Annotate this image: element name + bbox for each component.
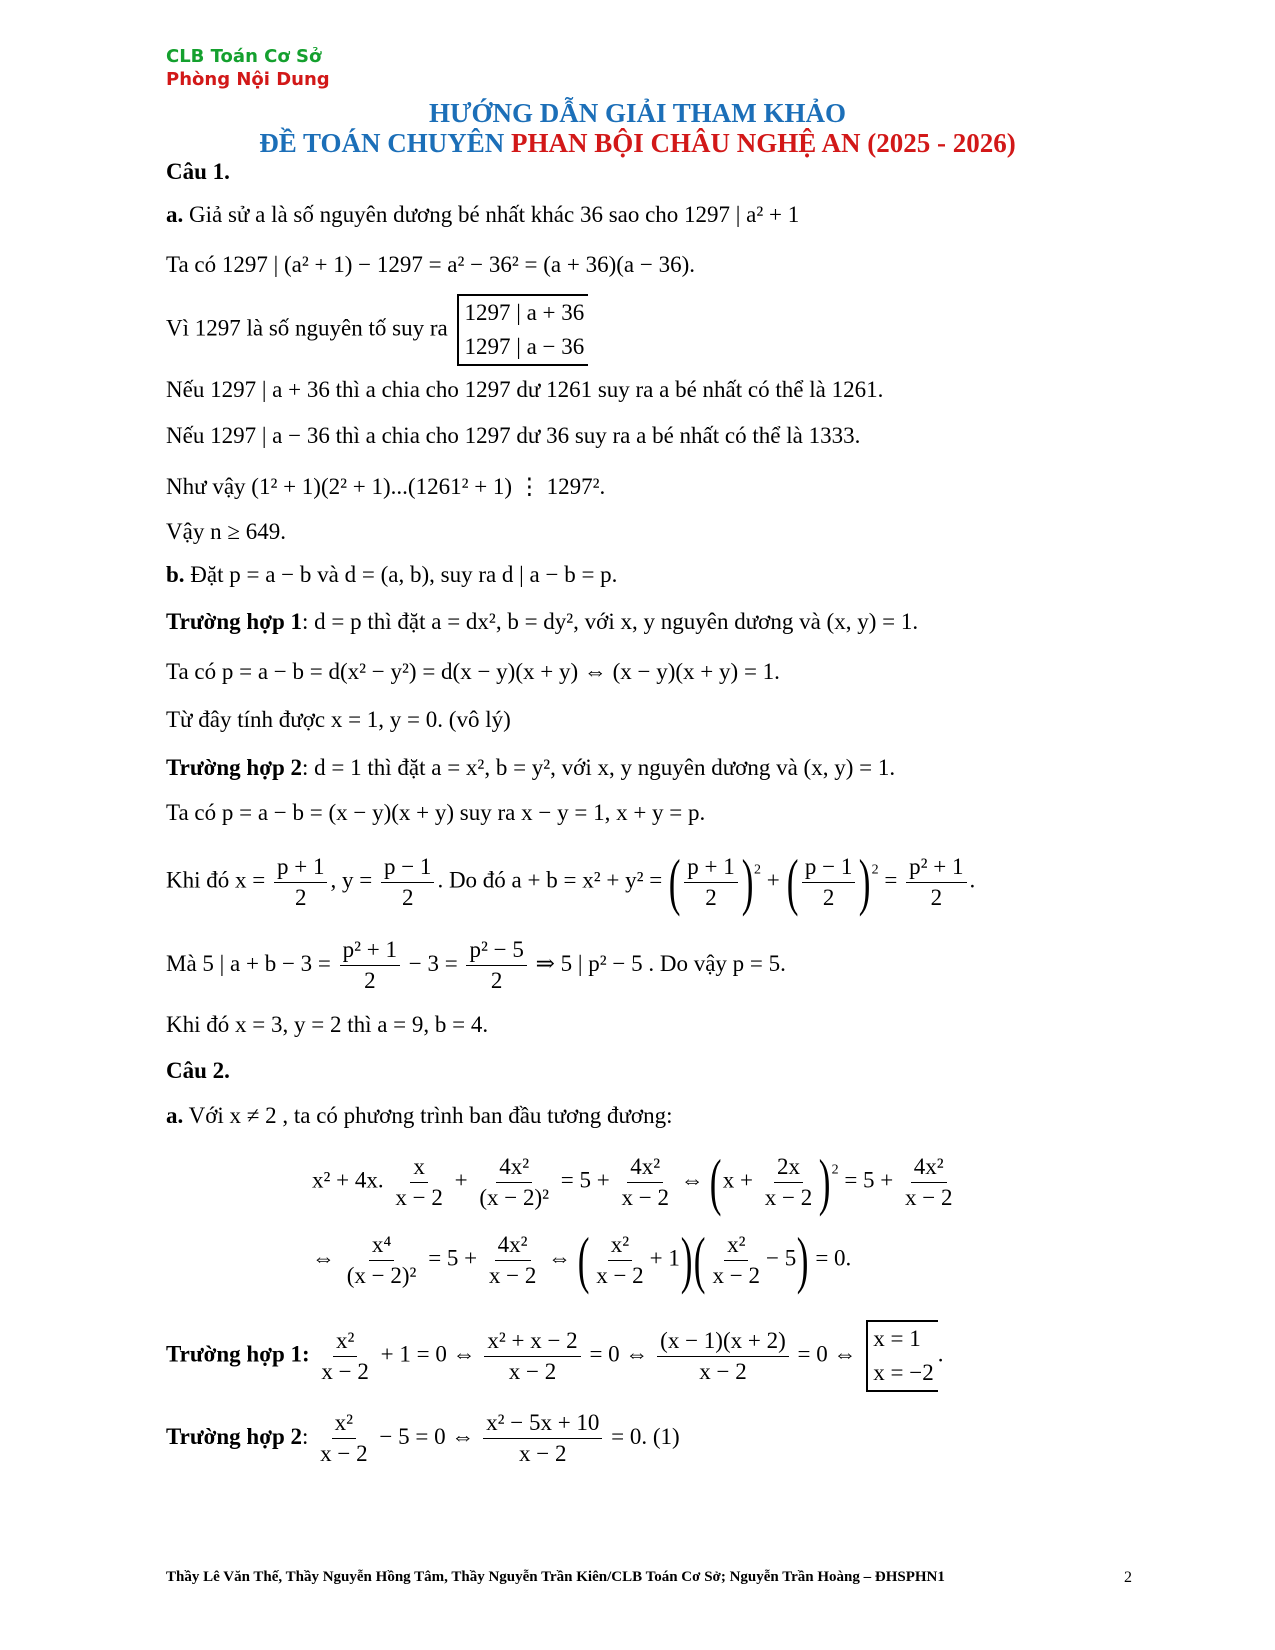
- case2-text-a: − 5 = 0 ⇔: [379, 1423, 475, 1449]
- numerator: p + 1: [684, 852, 737, 883]
- q1-case1-l2: Ta có p = a − b = d(x² − y²) = d(x − y)(x + y) ⇔ (x − y)(x + y) = 1.: [166, 659, 780, 684]
- title-line-2a: ĐỀ TOÁN CHUYÊN: [259, 128, 512, 158]
- numerator: p² + 1: [906, 852, 966, 883]
- denominator: 2: [401, 884, 414, 910]
- fraction: [340, 935, 400, 996]
- left-paren: (: [668, 846, 681, 917]
- denominator: 2: [822, 884, 835, 910]
- q1-l2-case2: 1297 | a − 36: [464, 334, 585, 359]
- case1-text-b: = 0 ⇔: [589, 1341, 649, 1367]
- denominator: x − 2: [905, 1184, 953, 1210]
- fraction: [381, 852, 434, 913]
- eq1-inner: x +: [722, 1167, 754, 1193]
- denominator: x − 2: [320, 1441, 368, 1466]
- page-number: 2: [1124, 1569, 1132, 1586]
- q1-b-text: Đặt p = a − b và d = (a, b), suy ra d | a − b = p.: [190, 562, 618, 587]
- q2-a-label: a.: [166, 1103, 184, 1128]
- denominator: (x − 2)²: [346, 1262, 417, 1288]
- numerator: p − 1: [381, 852, 434, 883]
- numerator: x² − 5x + 10: [483, 1408, 602, 1439]
- exponent: 2: [871, 862, 879, 878]
- q1-case1-text: : d = p thì đặt a = dx², b = dy², với x, y nguyên dương và (x, y) = 1.: [302, 609, 919, 634]
- plus: +: [454, 1167, 468, 1193]
- eq1-equals-2: = 5 +: [844, 1167, 894, 1193]
- numerator: 4x²: [911, 1152, 947, 1183]
- ma-text-c: ⇒ 5 | p² − 5 . Do vậy p = 5.: [535, 950, 786, 976]
- left-paren: (: [710, 1146, 722, 1217]
- case1-bracket: [866, 1320, 937, 1392]
- numerator: x² + x − 2: [484, 1326, 580, 1357]
- title-line-2b: PHAN BỘI CHÂU NGHỆ AN (2025 - 2026): [511, 128, 1016, 158]
- iff: ⇔: [680, 1167, 704, 1193]
- iff: ⇔: [312, 1245, 335, 1271]
- q1-ma: [166, 935, 786, 996]
- numerator: p² − 5: [466, 935, 526, 966]
- q1-l1: Ta có 1297 | (a² + 1) − 1297 = a² − 36² = (a + 36)(a − 36).: [166, 252, 695, 277]
- q2-eq-2: [312, 1224, 852, 1295]
- club-name: CLB Toán Cơ Sở: [166, 46, 322, 67]
- q1-b: [166, 560, 617, 590]
- q1-case2-l2: Ta có p = a − b = (x − y)(x + y) suy ra x − y = 1, x + y = p.: [166, 800, 706, 825]
- fraction: [902, 1152, 955, 1213]
- kd-text-b: , y =: [330, 867, 373, 893]
- q1-l2: [166, 294, 588, 366]
- q1-case2-label: Trường hợp 2: [166, 755, 302, 780]
- eq2-equals: = 5 +: [428, 1245, 478, 1271]
- fraction: [593, 1230, 646, 1291]
- denominator: x − 2: [395, 1184, 443, 1210]
- fraction: [476, 1152, 552, 1213]
- numerator: p − 1: [802, 852, 855, 883]
- denominator: x − 2: [621, 1184, 669, 1210]
- case2-text-b: = 0. (1): [611, 1423, 680, 1449]
- q1-case1-label: Trường hợp 1: [166, 609, 302, 634]
- right-paren: ): [797, 1224, 809, 1295]
- fraction: [483, 1408, 602, 1469]
- fraction: [618, 1152, 671, 1213]
- numerator: 2x: [774, 1152, 803, 1183]
- q1-case1: [166, 607, 918, 637]
- iff: ⇔: [548, 1245, 572, 1271]
- denominator: x − 2: [596, 1262, 644, 1288]
- q2-case1-label: Trường hợp 1:: [166, 1341, 310, 1367]
- exponent: 2: [754, 862, 762, 878]
- fraction: [710, 1230, 763, 1291]
- q1-l2-case1: 1297 | a + 36: [464, 300, 585, 325]
- q1-l5: Như vậy (1² + 1)(2² + 1)...(1261² + 1) ⋮ 1297².: [166, 474, 606, 499]
- case1-text-a: + 1 = 0 ⇔: [380, 1341, 476, 1367]
- fraction: [486, 1230, 539, 1291]
- q1-a-label: a.: [166, 202, 184, 227]
- q2-a: [166, 1101, 672, 1131]
- left-paren: (: [577, 1224, 590, 1295]
- case1-root-2: x = −2: [873, 1360, 934, 1385]
- footer-authors: Thầy Lê Văn Thế, Thầy Nguyễn Hồng Tâm, Thầy Nguyễn Trần Kiên/CLB Toán Cơ Sở; Nguyễn Trần Hoàng – ĐHSPHN1: [166, 1569, 945, 1585]
- denominator: x − 2: [712, 1262, 761, 1288]
- fraction: [906, 852, 966, 913]
- fraction: [317, 1408, 370, 1469]
- q2-case2: [166, 1408, 680, 1469]
- fraction: [484, 1326, 580, 1387]
- fraction: [274, 852, 327, 913]
- title-line-2: [0, 128, 1275, 159]
- denominator: 2: [705, 884, 717, 910]
- q2-a-text: Với x ≠ 2 , ta có phương trình ban đầu tương đương:: [188, 1103, 673, 1128]
- fraction: [762, 1152, 815, 1213]
- right-paren: ): [819, 1146, 831, 1217]
- numerator: x²: [724, 1230, 748, 1261]
- fraction: [466, 935, 526, 996]
- plus-one: + 1: [649, 1245, 680, 1271]
- denominator: 2: [930, 884, 943, 910]
- denominator: 2: [364, 968, 376, 993]
- numerator: 4x²: [627, 1152, 663, 1183]
- numerator: p² + 1: [340, 935, 400, 966]
- numerator: x²: [332, 1408, 356, 1439]
- numerator: x²: [333, 1326, 357, 1357]
- q1-l3: Nếu 1297 | a + 36 thì a chia cho 1297 dư 1261 suy ra a bé nhất có thể là 1261.: [166, 377, 884, 402]
- colon: :: [302, 1423, 309, 1449]
- q1-l6: Vậy n ≥ 649.: [166, 519, 286, 544]
- numerator: p + 1: [274, 852, 327, 883]
- ma-text-b: − 3 =: [408, 950, 458, 976]
- denominator: x − 2: [508, 1358, 557, 1384]
- fraction: [392, 1152, 445, 1213]
- left-paren: (: [694, 1224, 706, 1295]
- right-paren: ): [680, 1224, 693, 1295]
- kd-text-a: Khi đó x =: [166, 867, 266, 893]
- numerator: x: [410, 1152, 428, 1183]
- numerator: (x − 1)(x + 2): [657, 1326, 789, 1357]
- q1-b-label: b.: [166, 562, 185, 587]
- denominator: x − 2: [321, 1358, 369, 1384]
- q1-l2-bracket: [457, 294, 588, 366]
- kd-text-d: =: [884, 867, 898, 893]
- denominator: x − 2: [764, 1184, 813, 1210]
- denominator: x − 2: [699, 1358, 747, 1384]
- title-line-1: HƯỚNG DẪN GIẢI THAM KHẢO: [428, 98, 846, 128]
- q1-khi-do-2: Khi đó x = 3, y = 2 thì a = 9, b = 4.: [166, 1012, 489, 1037]
- q1-l4: Nếu 1297 | a − 36 thì a chia cho 1297 dư 36 suy ra a bé nhất có thể là 1333.: [166, 423, 861, 448]
- exponent: 2: [831, 1162, 839, 1178]
- left-paren: (: [786, 846, 799, 917]
- q2-case1: Trường hợp 1: $\frac{\text{x²}}{x - 2}$ + 1 = 0 ⇔ $\frac{\text{x² + x − 2}}{x - 2}$ = 0 ⇔ $\frac{(x - 1)(x + 2)}{x - 2}$ = 0 ⇔ x = 1 x = −2 .: [166, 1320, 943, 1392]
- numerator: 4x²: [496, 1152, 532, 1183]
- case1-root-1: x = 1: [873, 1326, 921, 1351]
- numerator: x²: [608, 1230, 632, 1261]
- fraction: [657, 1326, 789, 1387]
- right-paren: ): [741, 846, 754, 917]
- ma-text-a: Mà 5 | a + b − 3 =: [166, 950, 331, 976]
- numerator: x⁴: [369, 1230, 395, 1261]
- denominator: x − 2: [488, 1262, 537, 1288]
- eq1-text: x² + 4x.: [312, 1167, 384, 1193]
- denominator: (x − 2)²: [479, 1184, 550, 1210]
- q1-khi-do: Khi đó x = $\frac{p + 1}{2}$ , y = $\frac{p - 1}{2}$ . Do đó a + b = x² + y² = ( $\frac{p + 1}{2}$ )$^2$ + ( $\frac{p - 1}{2}$ )$^2$ = $\frac{\text{p² + 1}}{2}$ .: [166, 846, 976, 917]
- kd-text-c: . Do đó a + b = x² + y² =: [437, 867, 663, 893]
- q1-heading: Câu 1.: [166, 159, 230, 184]
- q1-case2: [166, 753, 895, 783]
- q1-case2-text: : d = 1 thì đặt a = x², b = y², với x, y nguyên dương và (x, y) = 1.: [302, 755, 896, 780]
- eq2-end: = 0.: [815, 1245, 852, 1271]
- fraction: [802, 852, 855, 913]
- dept-name: Phòng Nội Dung: [166, 69, 330, 90]
- denominator: 2: [490, 968, 503, 993]
- q1-a-text: Giả sử a là số nguyên dương bé nhất khác 36 sao cho 1297 | a² + 1: [189, 202, 800, 227]
- minus-five: − 5: [766, 1245, 797, 1271]
- q2-heading: Câu 2.: [166, 1058, 230, 1083]
- numerator: 4x²: [495, 1230, 531, 1261]
- fraction: [318, 1326, 371, 1387]
- q1-l2-text: Vì 1297 là số nguyên tố suy ra: [166, 315, 448, 341]
- q2-case2-label: Trường hợp 2: [166, 1423, 302, 1449]
- q1-a: [166, 200, 799, 230]
- right-paren: ): [859, 846, 871, 917]
- fraction: [684, 852, 737, 913]
- denominator: x − 2: [519, 1441, 567, 1466]
- denominator: 2: [294, 884, 307, 910]
- fraction: [344, 1230, 420, 1291]
- eq1-equals: = 5 +: [560, 1167, 610, 1193]
- q1-case1-l3: Từ đây tính được x = 1, y = 0. (vô lý): [166, 707, 511, 732]
- case1-text-c: = 0 ⇔: [797, 1341, 857, 1367]
- q2-eq-1: [312, 1146, 959, 1217]
